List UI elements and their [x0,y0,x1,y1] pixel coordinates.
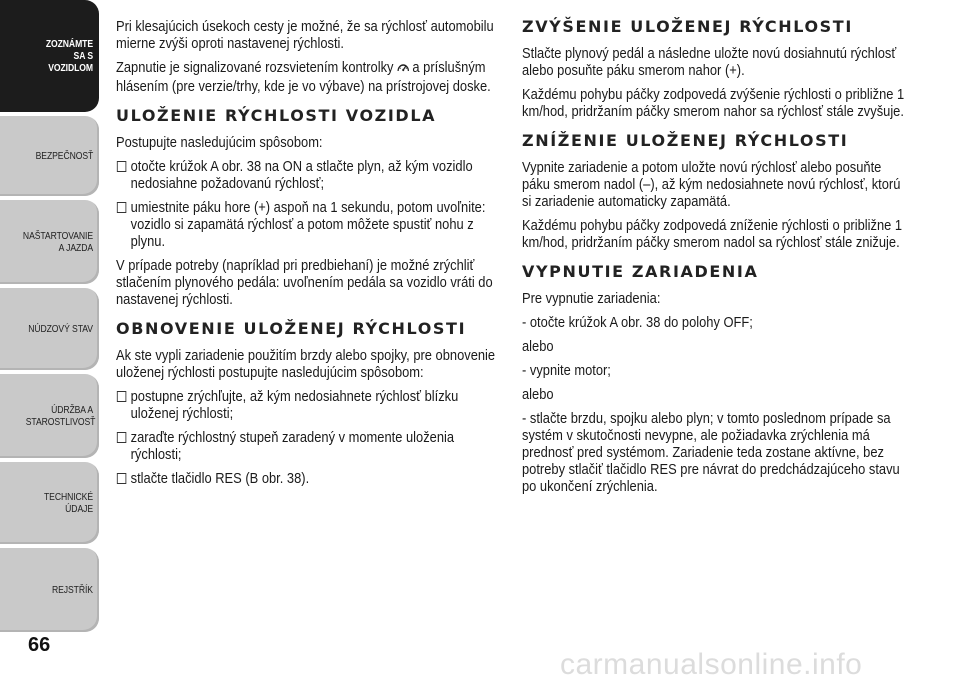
watermark: carmanualsonline.info [560,648,863,681]
section-heading: ZNÍŽENIE ULOŽENEJ RÝCHLOSTI [522,131,849,150]
paragraph: - stlačte brzdu, spojku alebo plyn; v tomto poslednom prípade sa systém v skutočnosti nevypne, ale požiadavka zrýchlenia má prednosť pred systémom. Zariadenie teda zostane aktívne, bez potreby stlačiť tlačidlo RES pre návrat do predchádzajúceho stavu po ukončení zrýchlenia. [522,410,900,495]
section-heading: VYPNUTIE ZARIADENIA [522,262,759,281]
list-item: umiestnite páku hore (+) aspoň na 1 sekundu, potom uvoľnite: vozidlo si zapamätá rýchlosť a potom môžete spustiť nohu z plynu. [116,199,495,250]
tab-nudzovy-stav[interactable] [0,288,99,370]
tab-rejstrik[interactable] [0,548,99,632]
chapter-sidebar [0,0,100,686]
tab-udrzba[interactable] [0,374,99,458]
page-number: 66 [28,634,51,656]
tab-label: ZOZNÁMTE SA S VOZIDLOM [45,38,93,74]
paragraph: Ak ste vypli zariadenie použitím brzdy alebo spojky, pre obnovenie uloženej rýchlosti postupujte nasledujúcim spôsobom: [116,347,496,381]
paragraph: V prípade potreby (napríklad pri predbiehaní) je možné zrýchliť stlačením plynového pedála: uvoľnením pedála sa vozidlo vráti do nastavenej rýchlosti. [116,257,493,308]
section-heading: OBNOVENIE ULOŽENEJ RÝCHLOSTI [116,319,467,338]
paragraph: alebo [522,386,554,403]
list-item: stlačte tlačidlo RES (B obr. 38). [116,470,495,487]
paragraph: Každému pohybu páčky zodpovedá zníženie rýchlosti o približne 1 km/hod, pridržaním páčky smerom nadol sa rýchlosť stále znižuje. [522,217,903,251]
left-column [116,18,496,494]
cruise-control-icon [396,61,410,78]
section-heading: ULOŽENIE RÝCHLOSTI VOZIDLA [116,106,437,125]
checkbox-bullet-icon [117,391,126,402]
tab-label: NAŠTARTOVANIE A JAZDA [22,230,93,254]
tab-bezpecnost[interactable] [0,116,99,196]
paragraph: Stlačte plynový pedál a následne uložte novú dosiahnutú rýchlosť alebo posuňte páku smerom nahor (+). [522,45,897,79]
paragraph: Vypnite zariadenie a potom uložte novú rýchlosť alebo posuňte páku smerom nadol (–), až kým nedosiahnete novú rýchlosť, ktorú si zariadenie automaticky zapamätá. [522,159,901,210]
checkbox-bullet-icon [117,473,126,484]
section-heading: ZVÝŠENIE ULOŽENEJ RÝCHLOSTI [522,17,853,36]
paragraph: - vypnite motor; [522,362,611,379]
tab-label: NÚDZOVÝ STAV [28,323,93,335]
list-item: postupne zrýchľujte, až kým nedosiahnete rýchlosť blízku uloženej rýchlosti; [116,388,495,422]
right-column [522,18,912,502]
tab-zoznamte-sa[interactable] [0,0,99,112]
checkbox-bullet-icon [117,161,126,172]
tab-label: ÚDRŽBA A STAROSTLIVOSŤ [25,404,96,428]
paragraph: Pre vypnutie zariadenia: [522,290,661,307]
checkbox-bullet-icon [117,432,126,443]
paragraph: Postupujte nasledujúcim spôsobom: [116,134,323,151]
paragraph: alebo [522,338,554,355]
paragraph: Každému pohybu páčky zodpovedá zvýšenie rýchlosti o približne 1 km/hod, pridržaním páčky smerom nahor sa rýchlosť stále zvyšuje. [522,86,905,120]
list-item: otočte krúžok A obr. 38 na ON a stlačte plyn, až kým vozidlo nedosiahne požadovanú rýchlosť; [116,158,495,192]
tab-label: TECHNICKÉ ÚDAJE [43,491,93,515]
tab-technicke-udaje[interactable] [0,462,99,544]
paragraph: - otočte krúžok A obr. 38 do polohy OFF; [522,314,753,331]
tab-label: BEZPEČNOSŤ [35,150,93,162]
checkbox-bullet-icon [117,202,126,213]
paragraph: Zapnutie je signalizované rozsvietením kontrolky a príslušným hlásením (pre verzie/trhy, kde je vo výbave) na prístrojovej doske. [116,59,491,95]
list-item: zaraďte rýchlostný stupeň zaradený v momente uloženia rýchlosti; [116,429,495,463]
tab-nastartovanie[interactable] [0,200,99,284]
tab-label: REJSTŘÍK [52,584,93,596]
paragraph: Pri klesajúcich úsekoch cesty je možné, že sa rýchlosť automobilu mierne zvýši oproti nastavenej rýchlosti. [116,18,494,52]
